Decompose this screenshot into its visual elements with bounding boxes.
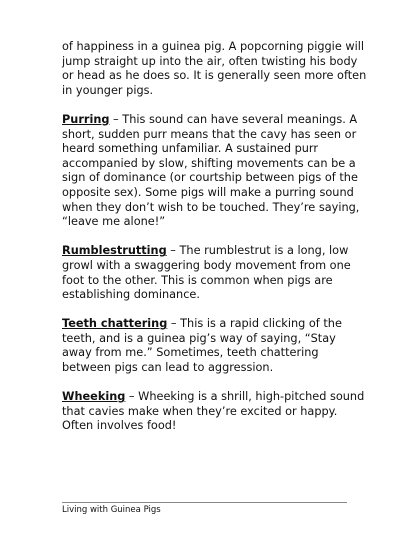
page-footer: Living with Guinea Pigs	[62, 505, 161, 515]
definition-wheeking: – Wheeking is a shrill, high-pitched sound that cavies make when they’re excited or happy. Often involves food!	[62, 390, 365, 433]
entry-wheeking	[62, 390, 367, 434]
definition-purring: – This sound can have several meanings. A short, sudden purr means that the cavy has seen or heard something unfamiliar. A sustained purr accompanied by slow, shifting movements can be a sign of dominance (or courtship between pigs of the opposite sex). Some pigs will make a purring sound when they don’t wish to be touched. They’re saying, “leave me alone!”	[62, 112, 360, 229]
definition-teeth-chattering: – This is a rapid clicking of the teeth, and is a guinea pig’s way of saying, “Stay away from me.” Sometimes, teeth chattering between pigs can lead to aggression.	[62, 317, 342, 375]
term-rumblestrutting: Rumblestrutting	[62, 244, 167, 258]
entry-teeth-chattering	[62, 317, 367, 375]
definition-rumblestrutting: – The rumblestrut is a long, low growl with a swaggering body movement from one foot to the other. This is common when pigs are establishing dominance.	[62, 244, 351, 302]
footer-divider	[62, 502, 347, 503]
intro-paragraph: of happiness in a guinea pig. A popcorning piggie will jump straight up into the air, often twisting his body or head as he does so. It is generally seen more often in younger pigs.	[62, 40, 367, 97]
body-text	[62, 40, 367, 449]
term-purring: Purring	[62, 112, 110, 126]
term-wheeking: Wheeking	[62, 390, 126, 404]
term-teeth-chattering: Teeth chattering	[62, 317, 168, 331]
entry-purring	[62, 113, 367, 230]
entry-rumblestrutting	[62, 244, 367, 302]
